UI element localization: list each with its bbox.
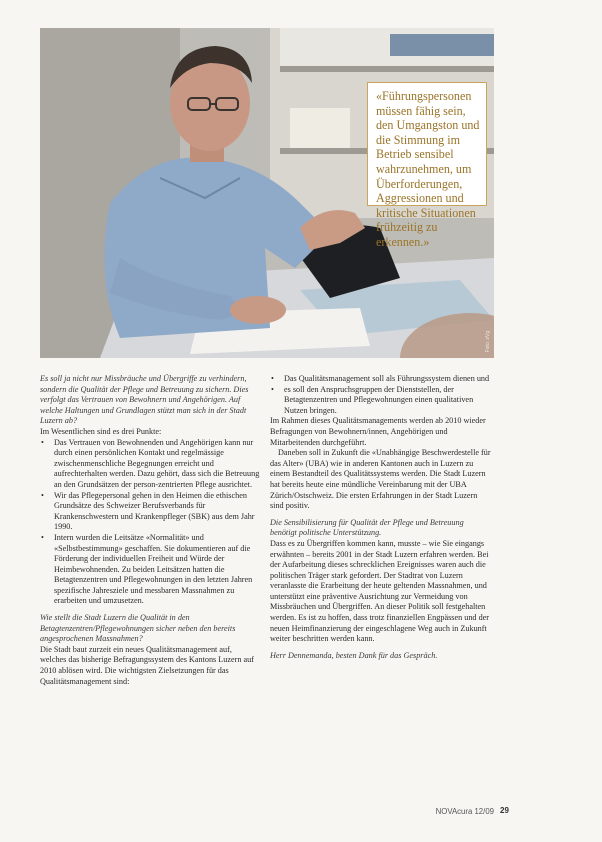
list-item: • Das Qualitätsmanagement soll als Führungssystem dienen und bbox=[280, 374, 492, 385]
list-item: • Wir das Pflegepersonal gehen in den Heimen die ethischen Grundsätze des Schweizer Berufsverbands für Krankenschwestern und Krankenpfleger (SBK) aus dem Jahr 1990. bbox=[50, 491, 260, 533]
list-item: • es soll den Anspruchsgruppen der Dienststellen, der Betagtenzentren und Pflegewohnungen einen qualitativen Nutzen bringen. bbox=[280, 385, 492, 417]
right-column bbox=[270, 374, 492, 661]
pull-quote: «Führungspersonen müssen fähig sein, den Umgangston und die Stimmung im Betrieb sensibel wahrzunehmen, um Überforderungen, Aggressionen und kritische Situationen frühzeitig zu erkennen.» bbox=[367, 82, 487, 206]
paragraph: Daneben soll in Zukunft die «Unabhängige Beschwerdestelle für das Alter» (UBA) wie in anderen Kantonen auch in Luzern zu einem Bestandteil des Qualitätssystems werden. Die Stadt Luzern hat bereits heute eine mündliche Vereinbarung mit der UBA Zürich/Ostschweiz. Die ersten Erfahrungen in der Stadt Luzern sind positiv. bbox=[270, 448, 491, 511]
left-column bbox=[40, 374, 260, 687]
principles-list bbox=[40, 438, 260, 608]
list-item: • Das Vertrauen von Bewohnenden und Angehörigen kann nur durch einen persönlichen Kontakt und regelmässige zwischenmenschliche Begegnungen erreicht und aufrechterhalten werden. Dazu gehört, dass sich die Betreuung an den Grundsätzen der person-zentrierten Pflege ausrichtet. bbox=[50, 438, 260, 491]
closing-line: Herr Dennemanda, besten Dank für das Gespräch. bbox=[270, 650, 438, 660]
magazine-issue: NOVAcura 12/09 bbox=[435, 807, 494, 816]
page-number: 29 bbox=[500, 806, 509, 815]
interview-answer: Die Stadt baut zurzeit ein neues Qualitätsmanagement auf, welches das bisherige Befragungssystem des Kantons Luzern auf 2010 ablösen wird. Die wichtigsten Zielsetzungen für das Qualitätsmanagement sind: bbox=[40, 644, 254, 686]
lead-question: Es soll ja nicht nur Missbräuche und Übergriffe zu verhindern, sondern die Qualität der Pflege und Betreuung zu sichern. Dies verfolgt das Vertrauen von Bewohnern und Angehörigen. Auf welche Haltungen und Grundlagen stützt man sich in der Stadt Luzern ab? bbox=[40, 374, 249, 426]
interview-question: Wie stellt die Stadt Luzern die Qualität in den Betagtenzentren/Pflegewohnungen sicher neben den bereits angesprochenen Massnahmen? bbox=[40, 613, 236, 644]
intro-text: Im Wesentlichen sind es drei Punkte: bbox=[40, 426, 162, 436]
goals-list bbox=[270, 374, 492, 416]
paragraph: Im Rahmen dieses Qualitätsmanagements werden ab 2010 wieder Befragungen von Bewohnern/innen, Angehörigen und Mitarbeitenden durchgeführt. bbox=[270, 416, 486, 447]
interview-question: Die Sensibilisierung für Qualität der Pflege und Betreuung benötigt politische Unterstützung. bbox=[270, 517, 464, 538]
photo-credit: Foto: zVg bbox=[485, 330, 491, 352]
interview-answer: Dass es zu Übergriffen kommen kann, musste – wie Sie eingangs erwähnten – bereits 2001 in der Stadt Luzern erfahren werden. Bei der Aufarbeitung dieses schrecklichen Ereignisses waren auch die politischen Träger stark gefordert. Der Stadtrat von Luzern veranlasste die Erarbeitung der heute geltenden Massnahmen, und unterstützt eine präventive Ausrichtung zur Vermeidung von Missbräuchen und Übergriffen. An dieser Politik soll festgehalten werden. Es ist zu hoffen, dass trotz finanziellen Engpässen und der neuen Heimfinanzierung der eingeschlagene Weg auch in Zukunft weiter beschritten werden kann. bbox=[270, 538, 490, 644]
list-item: • Intern wurden die Leitsätze «Normalität» und «Selbstbestimmung» geschaffen. Sie dokumentieren auf die Förderung der individuellen Freiheit und Würde der Heimbewohnenden. Zu beiden Leitsätzen hatten die Betagtenzentren und Pflegewohnungen in den letzten Jahren spezifische Jahresziele und messbaren Massnahmen zu erarbeiten und umzusetzen. bbox=[50, 533, 260, 607]
